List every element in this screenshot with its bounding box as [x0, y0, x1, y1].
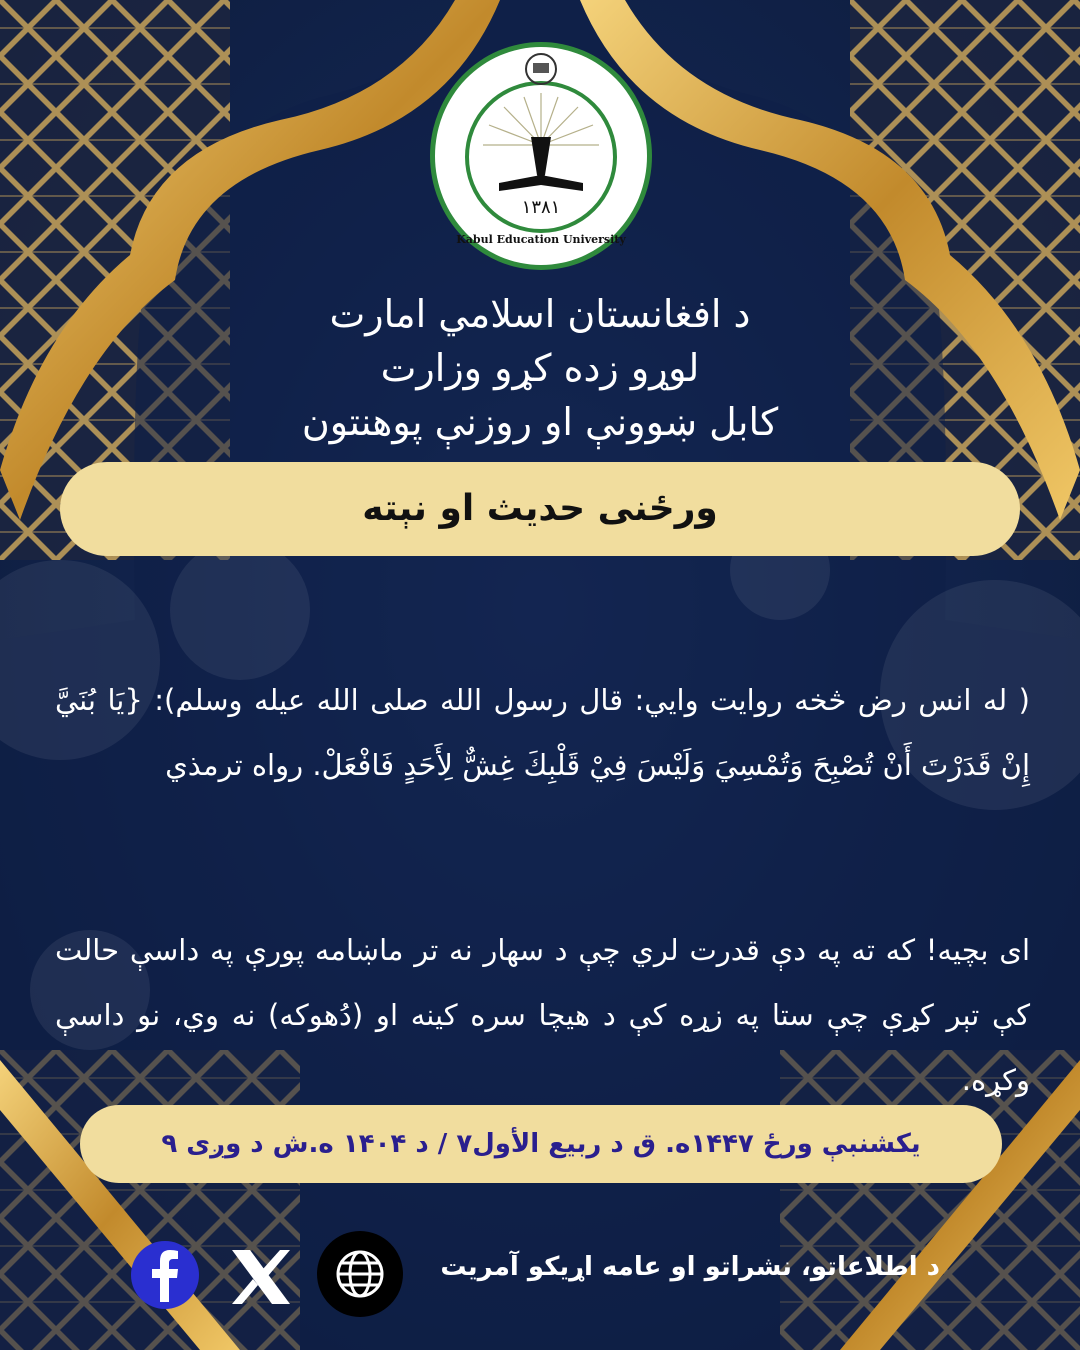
bokeh-light: [170, 540, 310, 680]
title-banner: ورځنی حدیث او نېته: [60, 462, 1020, 556]
pen-sunburst-icon: [469, 85, 613, 229]
header-line-university: کابل ښوونې او روزنې پوهنتون: [301, 400, 779, 444]
x-icon[interactable]: [228, 1246, 294, 1308]
globe-icon[interactable]: [316, 1230, 404, 1318]
header-line-ministry: لوړو زده کړو وزارت: [380, 346, 700, 390]
emblem-icon: [521, 51, 561, 87]
hadith-arabic-text: ( له انس رض څخه روايت وايي: قال رسول الله صلى الله عيله وسلم): {يَا بُنَيَّ إِنْ قَدَرْتَ أَنْ تُصْبِحَ وَتُمْسِيَ وَلَيْسَ فِيْ قَلْبِكَ غِشٌّ لِأَحَدٍ فَافْعَلْ. رواه ترمذي: [55, 683, 1030, 782]
logo-emblem: [465, 81, 617, 233]
date-banner: یکشنبې ورځ ۱۴۴۷ه. ق د ربيع الأول۷ / د ۱۴۰۴ ه.ش د وږی ۹: [80, 1105, 1002, 1183]
header-line-emirate: د افغانستان اسلامي امارت: [329, 292, 751, 336]
svg-text:١٣٨١: ١٣٨١: [521, 197, 561, 218]
hadith-translation-text: ای بچیه! که ته په دې قدرت لري چې د سهار نه تر ماښامه پورې په داسې حالت کې تېر کړې چې ستا په زړه کې د هيچا سره کينه او (دُهوکه) نه وي، نو داسې وکړه.: [55, 933, 1030, 1097]
university-logo: [430, 42, 652, 270]
facebook-icon[interactable]: [130, 1240, 200, 1310]
logo-caption: Kabul Education University: [456, 233, 626, 246]
footer-department: د اطلاعاتو، نشراتو او عامه اړيکو آمريت: [440, 1252, 940, 1282]
